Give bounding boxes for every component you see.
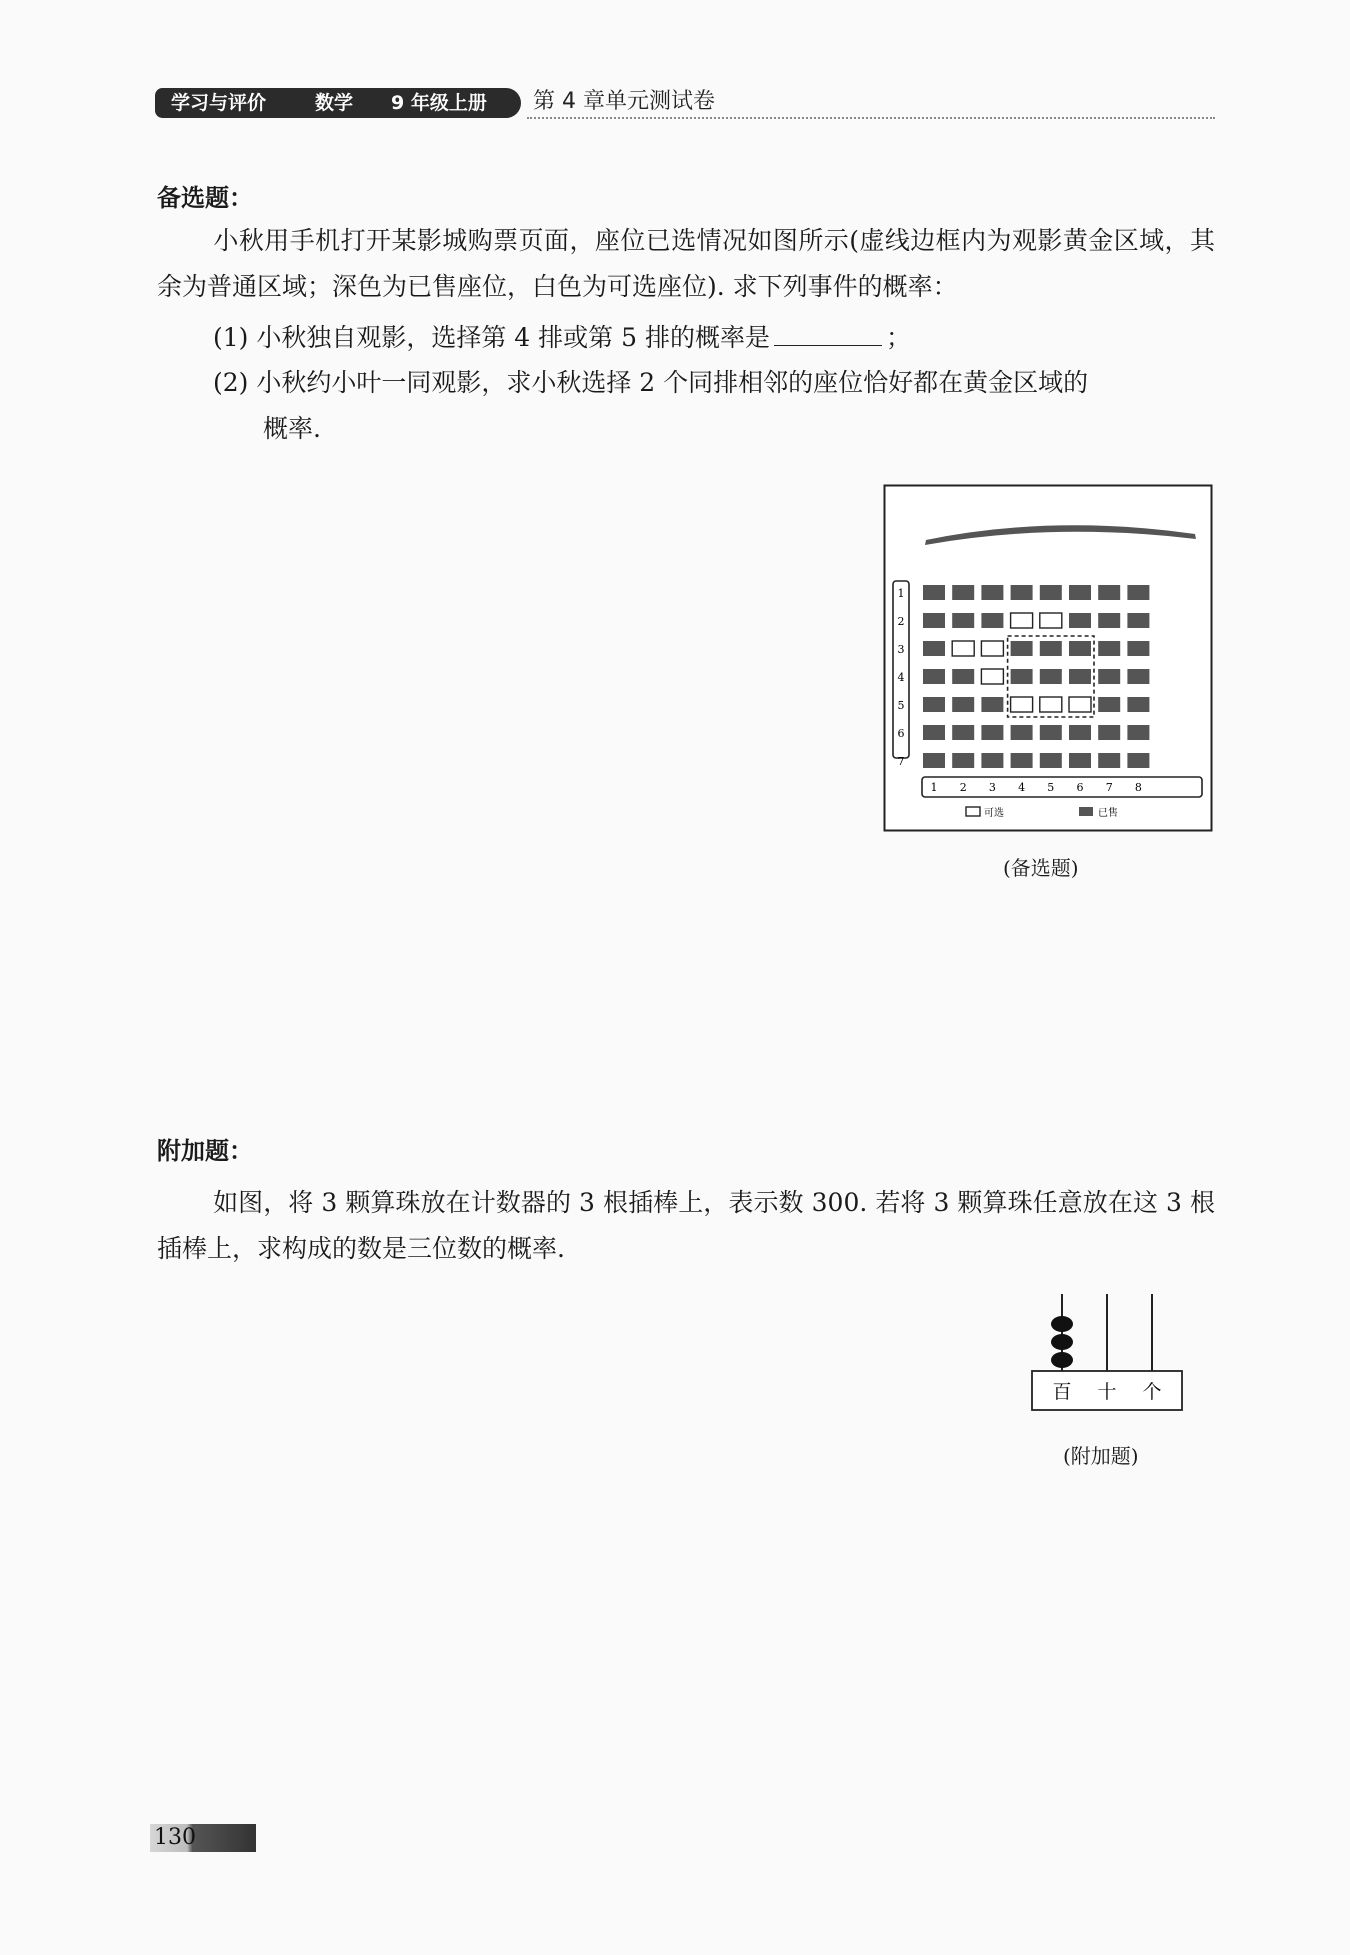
backup-intro bbox=[157, 218, 1215, 310]
extra-text bbox=[157, 1180, 1215, 1272]
place-label-百: 百 bbox=[1052, 1381, 1072, 1403]
seat-r4-c5 bbox=[1040, 669, 1062, 684]
question-1-text: (1) 小秋独自观影，选择第 4 排或第 5 排的概率是 bbox=[213, 323, 770, 352]
seat-r3-c7 bbox=[1098, 641, 1120, 656]
seat-r6-c6 bbox=[1069, 725, 1091, 740]
seat-r2-c8 bbox=[1127, 613, 1149, 628]
question-1 bbox=[213, 323, 911, 353]
row-label-7: 7 bbox=[897, 755, 905, 768]
seat-r5-c1 bbox=[923, 697, 945, 712]
column-label-4: 4 bbox=[1018, 781, 1026, 794]
seat-r4-c6 bbox=[1069, 669, 1091, 684]
series-banner bbox=[155, 88, 521, 118]
seat-r7-c6 bbox=[1069, 753, 1091, 768]
seat-r5-c3 bbox=[981, 697, 1003, 712]
seat-r4-c7 bbox=[1098, 669, 1120, 684]
legend-available-swatch bbox=[966, 807, 980, 816]
seat-r3-c3 bbox=[981, 641, 1003, 656]
seat-r1-c5 bbox=[1040, 585, 1062, 600]
column-label-5: 5 bbox=[1047, 781, 1055, 794]
chapter-title: 第 4 章单元测试卷 bbox=[533, 89, 715, 114]
abacus-figure bbox=[1028, 1290, 1188, 1415]
seat-r3-c1 bbox=[923, 641, 945, 656]
seat-r6-c7 bbox=[1098, 725, 1120, 740]
seat-r3-c4 bbox=[1011, 641, 1033, 656]
page-header bbox=[155, 86, 1215, 120]
seat-r4-c3 bbox=[981, 669, 1003, 684]
seat-r2-c5 bbox=[1040, 613, 1062, 628]
seat-r7-c4 bbox=[1011, 753, 1033, 768]
column-label-3: 3 bbox=[988, 781, 996, 794]
answer-blank bbox=[774, 323, 882, 346]
extra-text-body: 如图，将 3 颗算珠放在计数器的 3 根插棒上，表示数 300. 若将 3 颗算珠任意放在这 3 根插棒上，求构成的数是三位数的概率. bbox=[157, 1188, 1215, 1263]
seat-r6-c2 bbox=[952, 725, 974, 740]
row-label-2: 2 bbox=[897, 615, 905, 628]
seat-r3-c8 bbox=[1127, 641, 1149, 656]
seat-r2-c3 bbox=[981, 613, 1003, 628]
row-label-6: 6 bbox=[897, 727, 905, 740]
seat-r1-c3 bbox=[981, 585, 1003, 600]
row-label-3: 3 bbox=[897, 643, 905, 656]
page-number: 130 bbox=[154, 1825, 196, 1850]
bead bbox=[1051, 1334, 1073, 1350]
seat-r5-c7 bbox=[1098, 697, 1120, 712]
question-2-continued: 概率. bbox=[263, 414, 321, 443]
question-2: (2) 小秋约小叶一同观影，求小秋选择 2 个同排相邻的座位恰好都在黄金区域的 bbox=[213, 368, 1089, 397]
row-label-1: 1 bbox=[897, 587, 905, 600]
abacus-beads bbox=[1051, 1316, 1073, 1368]
seat-r2-c2 bbox=[952, 613, 974, 628]
question-1-end: ； bbox=[885, 323, 911, 352]
seat-r6-c1 bbox=[923, 725, 945, 740]
seat-r7-c1 bbox=[923, 753, 945, 768]
column-label-8: 8 bbox=[1134, 781, 1142, 794]
legend-sold-label: 已售 bbox=[1098, 808, 1118, 819]
extra-caption: (附加题) bbox=[1063, 1444, 1139, 1468]
seat-r1-c2 bbox=[952, 585, 974, 600]
seat-map-figure bbox=[883, 484, 1213, 832]
seat-r3-c6 bbox=[1069, 641, 1091, 656]
seat-r5-c4 bbox=[1011, 697, 1033, 712]
page-number-tab bbox=[150, 1824, 256, 1852]
seat-r6-c8 bbox=[1127, 725, 1149, 740]
backup-intro-text: 小秋用手机打开某影城购票页面，座位已选情况如图所示(虚线边框内为观影黄金区域，其余为普通区域；深色为已售座位，白色为可选座位). 求下列事件的概率： bbox=[157, 226, 1215, 301]
backup-title: 备选题： bbox=[157, 184, 253, 212]
series-name: 学习与评价 bbox=[171, 92, 267, 114]
header-divider bbox=[527, 117, 1215, 119]
seat-r7-c8 bbox=[1127, 753, 1149, 768]
seat-r1-c8 bbox=[1127, 585, 1149, 600]
legend-sold-swatch bbox=[1079, 807, 1093, 816]
figure-frame bbox=[885, 486, 1212, 831]
backup-caption: (备选题) bbox=[1003, 856, 1079, 880]
seat-r1-c4 bbox=[1011, 585, 1033, 600]
seat-r5-c2 bbox=[952, 697, 974, 712]
seat-r5-c8 bbox=[1127, 697, 1149, 712]
seat-r4-c8 bbox=[1127, 669, 1149, 684]
seat-r3-c2 bbox=[952, 641, 974, 656]
grade-name: 9 年级上册 bbox=[391, 92, 487, 114]
row-label-4: 4 bbox=[897, 671, 905, 684]
bead bbox=[1051, 1352, 1073, 1368]
seat-r7-c2 bbox=[952, 753, 974, 768]
extra-title: 附加题： bbox=[157, 1137, 253, 1165]
seat-r4-c2 bbox=[952, 669, 974, 684]
place-label-个: 个 bbox=[1142, 1381, 1162, 1403]
seat-r1-c7 bbox=[1098, 585, 1120, 600]
seat-r6-c4 bbox=[1011, 725, 1033, 740]
subject-name: 数学 bbox=[315, 92, 354, 114]
seat-r2-c6 bbox=[1069, 613, 1091, 628]
seat-r5-c5 bbox=[1040, 697, 1062, 712]
abacus-rods bbox=[1062, 1294, 1152, 1371]
seat-r7-c7 bbox=[1098, 753, 1120, 768]
seat-r2-c7 bbox=[1098, 613, 1120, 628]
column-label-1: 1 bbox=[930, 781, 938, 794]
row-label-5: 5 bbox=[897, 699, 905, 712]
seat-r3-c5 bbox=[1040, 641, 1062, 656]
seat-r2-c1 bbox=[923, 613, 945, 628]
seat-r4-c4 bbox=[1011, 669, 1033, 684]
seat-r1-c1 bbox=[923, 585, 945, 600]
column-label-6: 6 bbox=[1076, 781, 1084, 794]
place-label-十: 十 bbox=[1097, 1381, 1117, 1403]
seat-r2-c4 bbox=[1011, 613, 1033, 628]
column-label-2: 2 bbox=[959, 781, 967, 794]
seat-r5-c6 bbox=[1069, 697, 1091, 712]
seat-r1-c6 bbox=[1069, 585, 1091, 600]
seat-r6-c5 bbox=[1040, 725, 1062, 740]
bead bbox=[1051, 1316, 1073, 1332]
seat-r7-c5 bbox=[1040, 753, 1062, 768]
seat-r7-c3 bbox=[981, 753, 1003, 768]
column-label-7: 7 bbox=[1105, 781, 1113, 794]
seat-r6-c3 bbox=[981, 725, 1003, 740]
place-value-labels bbox=[1052, 1381, 1161, 1403]
legend-available-label: 可选 bbox=[984, 808, 1004, 819]
seat-r4-c1 bbox=[923, 669, 945, 684]
